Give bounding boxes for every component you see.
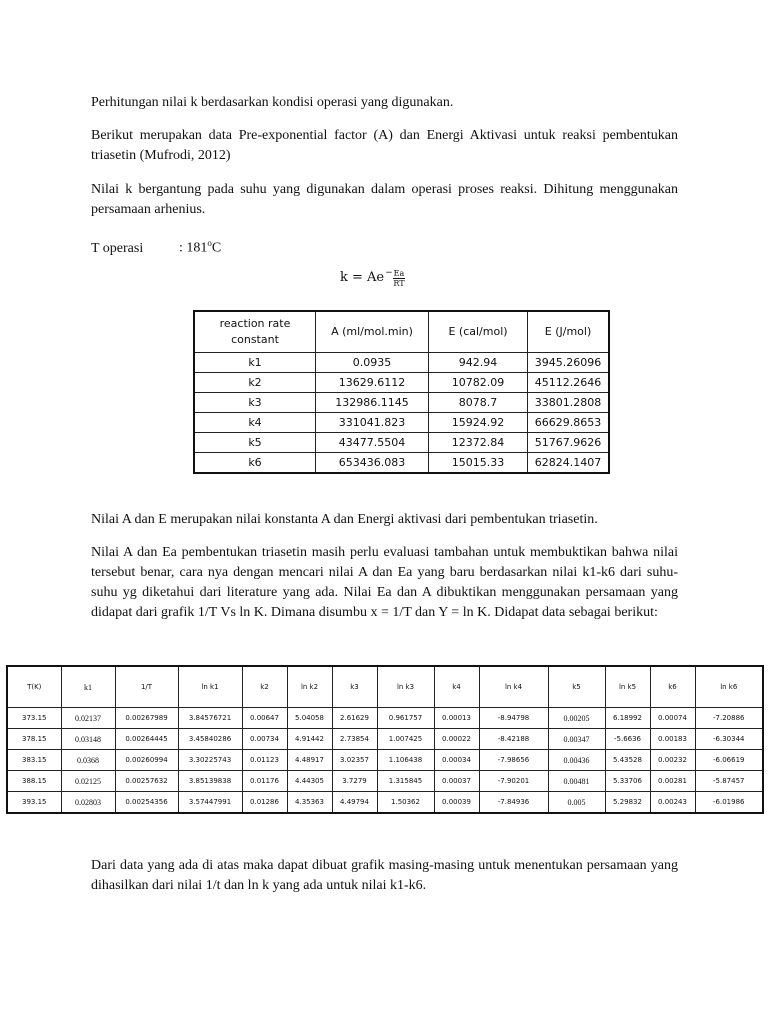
table-cell <box>242 750 287 771</box>
t-operasi-degree: o <box>207 238 212 248</box>
cell-value: -7.98656 <box>497 756 530 764</box>
table-row <box>194 353 609 373</box>
table-row <box>194 433 609 453</box>
table-cell: 43477.5504 <box>316 433 429 453</box>
table-cell <box>650 771 695 792</box>
table-cell <box>434 729 479 750</box>
table-cell <box>287 750 332 771</box>
table-cell: k6 <box>194 453 316 474</box>
table-cell <box>650 792 695 814</box>
cell-value: 0.00347 <box>563 734 590 744</box>
cell-value: 5.33706 <box>613 777 642 785</box>
cell-value: 0.00034 <box>442 756 471 764</box>
cell-value: 0.03148 <box>75 734 101 744</box>
cell-value: -8.42188 <box>497 735 530 743</box>
cell-value: 3.7279 <box>342 777 367 785</box>
table-header-cell: k5 <box>548 666 605 708</box>
table-row <box>7 771 763 792</box>
table-cell <box>242 792 287 814</box>
table-cell: k3 <box>194 393 316 413</box>
table-cell: 15015.33 <box>429 453 528 474</box>
table-cell <box>61 771 115 792</box>
table-header-cell: k4 <box>434 666 479 708</box>
table-cell <box>242 729 287 750</box>
table-cell: 942.94 <box>429 353 528 373</box>
table-cell <box>548 729 605 750</box>
table-cell <box>242 708 287 729</box>
table-cell <box>178 750 242 771</box>
cell-value: 3.57447991 <box>188 798 232 806</box>
cell-value: 5.04058 <box>295 714 324 722</box>
cell-value: 0.00232 <box>658 756 687 764</box>
table-cell <box>7 792 61 814</box>
cell-value: 0.00074 <box>658 714 687 722</box>
cell-value: 0.01176 <box>250 777 279 785</box>
cell-value: 4.35363 <box>295 798 324 806</box>
table-header-cell: ln k6 <box>695 666 763 708</box>
cell-value: 0.00022 <box>442 735 471 743</box>
cell-value: 0.0368 <box>77 755 99 765</box>
table-cell <box>434 708 479 729</box>
table-cell <box>332 729 377 750</box>
table-header-row <box>7 666 763 708</box>
cell-value: -6.01986 <box>713 798 745 806</box>
cell-value: 0.961757 <box>388 714 423 722</box>
cell-value: 0.00205 <box>563 713 590 723</box>
table-cell <box>115 771 178 792</box>
table-cell: 33801.2808 <box>528 393 610 413</box>
table-cell <box>695 750 763 771</box>
table-cell <box>332 708 377 729</box>
paragraph-conclusion: Dari data yang ada di atas maka dapat dibuat grafik masing-masing untuk menentukan persamaan yang dihasilkan dari nilai 1/t dan ln k yang ada untuk nilai k1-k6. <box>91 858 678 893</box>
table-cell <box>377 750 434 771</box>
table-cell: 66629.8653 <box>528 413 610 433</box>
table-cell <box>332 792 377 814</box>
table-cell <box>605 729 650 750</box>
table-cell <box>479 792 548 814</box>
table-cell <box>377 771 434 792</box>
header-e-joule: E (J/mol) <box>528 311 610 353</box>
cell-value: 2.61629 <box>340 714 369 722</box>
table-row <box>194 453 609 474</box>
table-cell <box>479 708 548 729</box>
cell-value: 3.45840286 <box>188 735 232 743</box>
table-cell <box>479 771 548 792</box>
table-cell <box>115 750 178 771</box>
table-header-cell: ln k2 <box>287 666 332 708</box>
table-cell <box>178 792 242 814</box>
cell-value: 0.00281 <box>658 777 687 785</box>
table-cell: 10782.09 <box>429 373 528 393</box>
table-cell <box>650 708 695 729</box>
formula-minus: − <box>385 268 393 278</box>
cell-value: 383.15 <box>22 756 47 764</box>
table-row <box>194 393 609 413</box>
formula-lhs: k = Ae <box>340 270 385 285</box>
table-cell: 45112.2646 <box>528 373 610 393</box>
cell-value: 4.49794 <box>340 798 369 806</box>
t-operasi-line <box>91 233 221 259</box>
table-header-cell: ln k1 <box>178 666 242 708</box>
table-cell <box>650 750 695 771</box>
cell-value: 2.73854 <box>340 735 369 743</box>
cell-value: 6.18992 <box>613 714 642 722</box>
ln-k-data-table <box>6 665 764 814</box>
table-header-cell: k6 <box>650 666 695 708</box>
table-cell <box>61 792 115 814</box>
table-header-cell: 1/T <box>115 666 178 708</box>
table-cell: 13629.6112 <box>316 373 429 393</box>
table-cell <box>548 708 605 729</box>
cell-value: -7.20886 <box>713 714 745 722</box>
table-cell <box>695 729 763 750</box>
table-cell: 653436.083 <box>316 453 429 474</box>
cell-value: -7.84936 <box>497 798 530 806</box>
cell-value: 5.43528 <box>613 756 642 764</box>
cell-value: 1.106438 <box>388 756 423 764</box>
table-cell <box>178 708 242 729</box>
cell-value: 0.00183 <box>658 735 687 743</box>
table-cell <box>434 771 479 792</box>
table-cell <box>61 750 115 771</box>
table-cell <box>695 792 763 814</box>
table-cell <box>287 708 332 729</box>
table-cell: 15924.92 <box>429 413 528 433</box>
header-rate-constant: reaction rate constant <box>194 311 316 353</box>
cell-value: 0.02125 <box>75 776 101 786</box>
table-cell: 3945.26096 <box>528 353 610 373</box>
cell-value: 0.02137 <box>75 713 101 723</box>
cell-value: 3.85139838 <box>188 777 232 785</box>
table-cell: 12372.84 <box>429 433 528 453</box>
cell-value: 1.315845 <box>388 777 423 785</box>
formula-fraction <box>393 269 406 288</box>
cell-value: -6.06619 <box>713 756 745 764</box>
table-header-cell: T(K) <box>7 666 61 708</box>
table-cell <box>61 708 115 729</box>
table-cell <box>377 729 434 750</box>
table-header-cell: k1 <box>61 666 115 708</box>
table-header-cell: k2 <box>242 666 287 708</box>
table-row <box>7 792 763 814</box>
cell-value: 0.00039 <box>442 798 471 806</box>
table-cell <box>115 792 178 814</box>
cell-value: 0.00481 <box>563 776 590 786</box>
formula-denominator: RT <box>393 279 405 288</box>
cell-value: 0.01286 <box>250 798 279 806</box>
table-header-cell: ln k4 <box>479 666 548 708</box>
table-cell <box>605 792 650 814</box>
cell-value: -5.6636 <box>613 735 642 743</box>
table-cell <box>7 771 61 792</box>
table-cell <box>695 771 763 792</box>
table-header-cell: k3 <box>332 666 377 708</box>
cell-value: 393.15 <box>22 798 47 806</box>
cell-value: -5.87457 <box>713 777 745 785</box>
cell-value: 0.00267989 <box>125 714 168 722</box>
cell-value: 0.00013 <box>442 714 471 722</box>
cell-value: 3.84576721 <box>188 714 232 722</box>
cell-value: -8.94798 <box>497 714 530 722</box>
table-cell <box>605 750 650 771</box>
formula-exponent <box>385 270 405 293</box>
cell-value: 0.00254356 <box>125 798 168 806</box>
cell-value: 0.00264445 <box>125 735 168 743</box>
cell-value: 0.00243 <box>658 798 687 806</box>
kinetic-parameters-table <box>193 310 610 474</box>
cell-value: 373.15 <box>22 714 47 722</box>
table-cell <box>178 771 242 792</box>
arrhenius-formula <box>340 270 405 293</box>
table-header-row <box>194 311 609 353</box>
table-cell <box>548 750 605 771</box>
table-cell: 51767.9626 <box>528 433 610 453</box>
cell-value: 3.30225743 <box>188 756 232 764</box>
cell-value: 5.29832 <box>613 798 642 806</box>
table-row <box>7 708 763 729</box>
table-cell <box>7 708 61 729</box>
table-cell <box>695 708 763 729</box>
table-cell: 0.0935 <box>316 353 429 373</box>
cell-value: -6.30344 <box>713 735 745 743</box>
t-operasi-unit: C <box>211 240 222 256</box>
table-cell <box>548 792 605 814</box>
table-cell <box>605 708 650 729</box>
table-cell <box>332 750 377 771</box>
table-row <box>194 413 609 433</box>
cell-value: 388.15 <box>22 777 47 785</box>
table-cell <box>115 708 178 729</box>
table-cell <box>650 729 695 750</box>
formula-numerator: Ea <box>393 269 405 278</box>
table-cell <box>61 729 115 750</box>
cell-value: 0.00647 <box>250 714 279 722</box>
cell-value: 4.44305 <box>295 777 324 785</box>
cell-value: 0.00260994 <box>125 756 168 764</box>
table-cell <box>7 750 61 771</box>
table-cell <box>605 771 650 792</box>
cell-value: 0.00436 <box>563 755 590 765</box>
table-cell: k1 <box>194 353 316 373</box>
table-cell <box>377 708 434 729</box>
cell-value: 378.15 <box>22 735 47 743</box>
table-cell: 132986.1145 <box>316 393 429 413</box>
paragraph-constants: Nilai A dan E merupakan nilai konstanta A dan Energi aktivasi dari pembentukan triasetin. <box>91 512 598 527</box>
cell-value: 3.02357 <box>340 756 369 764</box>
paragraph-intro: Perhitungan nilai k berdasarkan kondisi operasi yang digunakan. <box>91 95 454 110</box>
table-cell <box>287 729 332 750</box>
cell-value: 0.005 <box>567 797 586 807</box>
table-cell <box>434 792 479 814</box>
cell-value: 0.00037 <box>442 777 471 785</box>
table-cell: k2 <box>194 373 316 393</box>
table-cell <box>548 771 605 792</box>
table-cell <box>7 729 61 750</box>
cell-value: 0.01123 <box>250 756 279 764</box>
header-e-cal: E (cal/mol) <box>429 311 528 353</box>
table-header-cell: ln k3 <box>377 666 434 708</box>
cell-value: 0.00734 <box>250 735 279 743</box>
table-cell <box>377 792 434 814</box>
table-cell <box>479 729 548 750</box>
cell-value: 4.48917 <box>295 756 324 764</box>
table-cell <box>434 750 479 771</box>
table-cell <box>242 771 287 792</box>
cell-value: 0.02803 <box>75 797 101 807</box>
table-cell: 62824.1407 <box>528 453 610 474</box>
table-cell: k5 <box>194 433 316 453</box>
cell-value: 1.50362 <box>391 798 420 806</box>
table-cell <box>287 792 332 814</box>
table-cell <box>178 729 242 750</box>
cell-value: 1.007425 <box>388 735 423 743</box>
table-cell: k4 <box>194 413 316 433</box>
t-operasi-value: : 181 <box>179 240 208 256</box>
table-row <box>194 373 609 393</box>
t-operasi-label: T operasi <box>91 240 144 256</box>
paragraph-arrhenius: Nilai k bergantung pada suhu yang digunakan dalam operasi proses reaksi. Dihitung menggunakan persamaan arhenius. <box>91 182 678 217</box>
cell-value: 0.00257632 <box>125 777 168 785</box>
table-row <box>7 750 763 771</box>
paragraph-preexponential: Berikut merupakan data Pre-exponential factor (A) dan Energi Aktivasi untuk reaksi pembentukan triasetin (Mufrodi, 2012) <box>91 128 678 163</box>
table-cell <box>479 750 548 771</box>
cell-value: 4.91442 <box>295 735 324 743</box>
table-cell: 8078.7 <box>429 393 528 413</box>
table-cell: 331041.823 <box>316 413 429 433</box>
table-cell <box>287 771 332 792</box>
cell-value: -7.90201 <box>497 777 530 785</box>
table-cell <box>332 771 377 792</box>
table-cell <box>115 729 178 750</box>
table-row <box>7 729 763 750</box>
paragraph-evaluation: Nilai A dan Ea pembentukan triasetin masih perlu evaluasi tambahan untuk membuktikan bahwa nilai tersebut benar, cara nya dengan mencari nilai A dan Ea yang baru berdasarkan nilai k1-k6 dari suhu-suhu yg diketahui dari literature yang ada. Nilai Ea dan A dibuktikan menggunakan persamaan yang didapat dari grafik 1/T Vs ln K. Dimana disumbu x = 1/T dan Y = ln K. Didapat data sebagai berikut: <box>91 545 678 620</box>
table-header-cell: ln k5 <box>605 666 650 708</box>
header-a: A (ml/mol.min) <box>316 311 429 353</box>
